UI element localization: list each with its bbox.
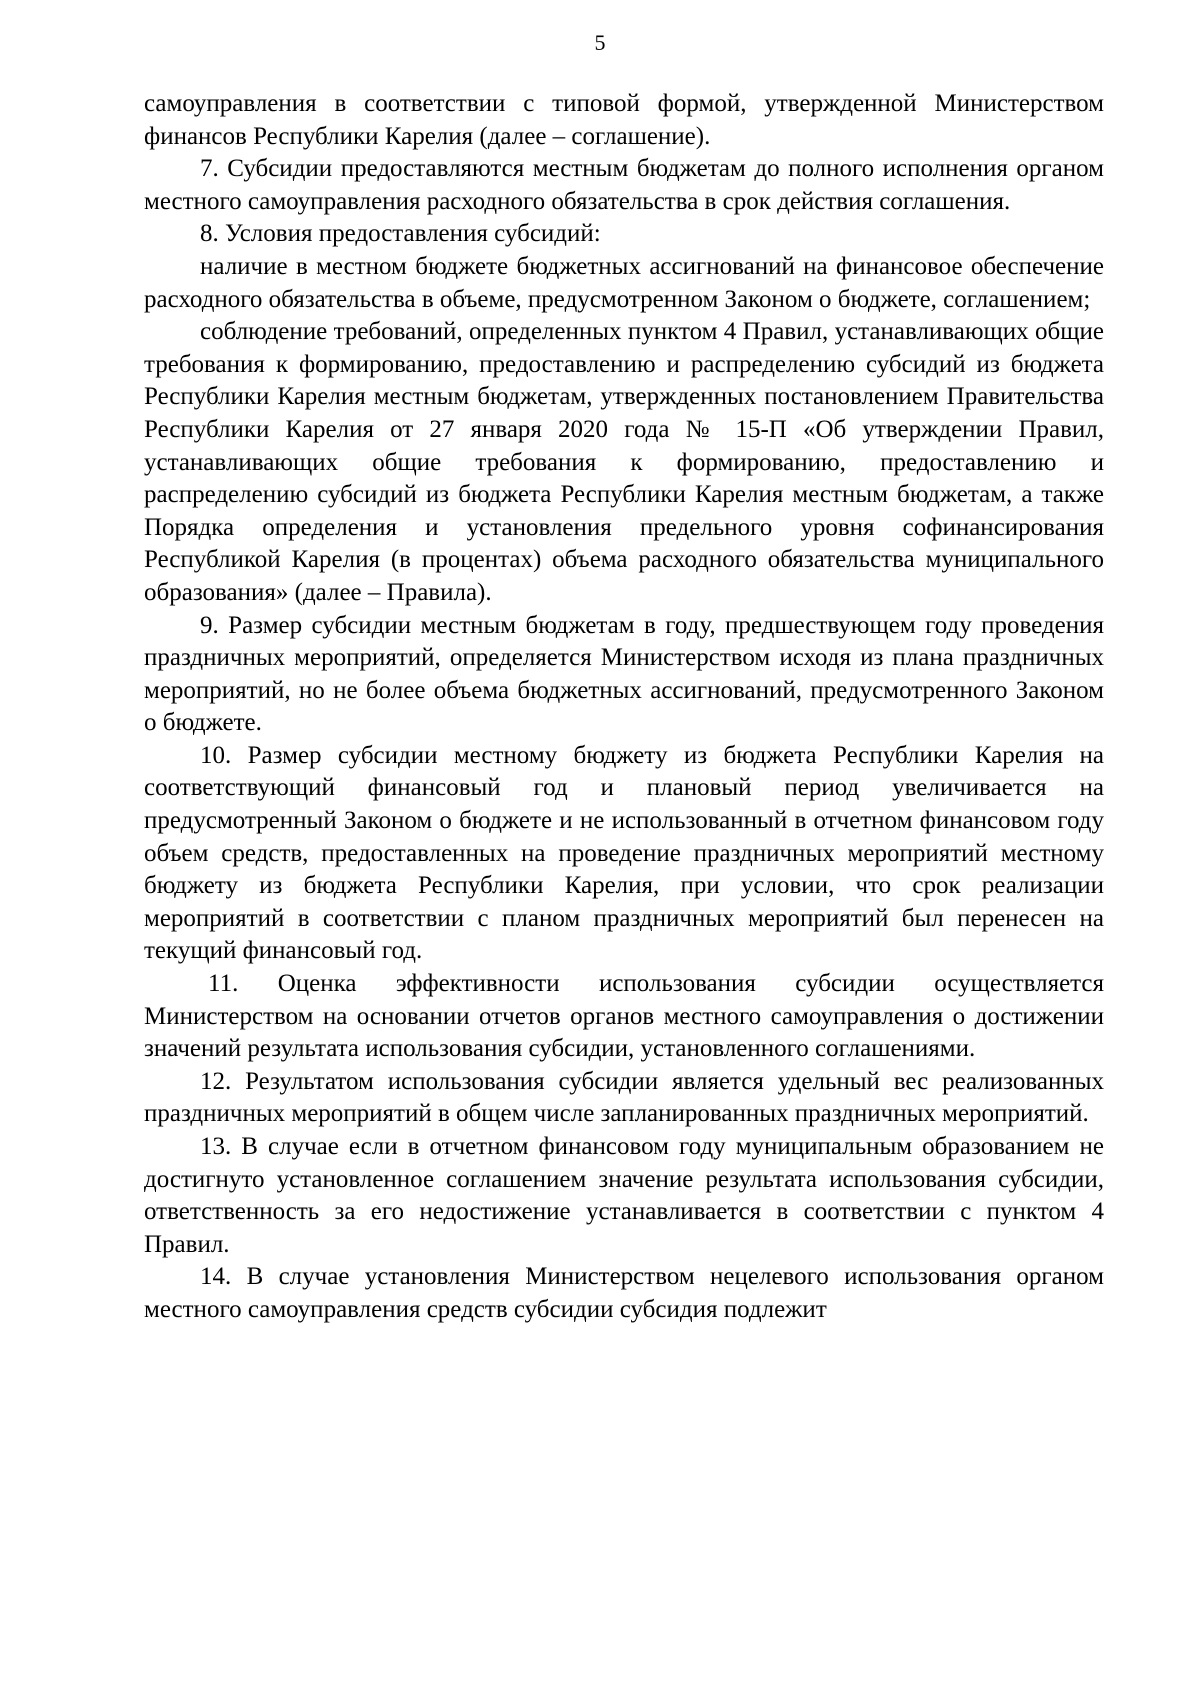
document-body <box>144 88 1104 1327</box>
paragraph-14: 14. В случае установления Министерством нецелевого использования органом местного самоуправления средств субсидии субсидия подлежит <box>144 1263 1104 1323</box>
paragraph-12: 12. Результатом использования субсидии является удельный вес реализованных праздничных мероприятий в общем числе запланированных праздничных мероприятий. <box>144 1067 1104 1128</box>
paragraph-11: 11. Оценка эффективности использования субсидии осуществляется Министерством на основании отчетов органов местного самоуправления о достижении значений результата использования субсидии, установленного соглашениями. <box>144 970 1104 1063</box>
paragraph-13: 13. В случае если в отчетном финансовом году муниципальным образованием не достигнуто установленное соглашением значение результата использования субсидии, ответственность за его недостижение устанавливается в соответствии с пунктом 4 Правил. <box>144 1133 1104 1258</box>
paragraph-8-condition-1: наличие в местном бюджете бюджетных ассигнований на финансовое обеспечение расходного обязательства в объеме, предусмотренном Законом о бюджете, соглашением; <box>144 252 1104 313</box>
paragraph-10: 10. Размер субсидии местному бюджету из бюджета Республики Карелия на соответствующий финансовый год и плановый период увеличивается на предусмотренный Законом о бюджете и не использованный в отчетном финансовом году объем средств, предоставленных на проведение праздничных мероприятий местному бюджету из бюджета Республики Карелия, при условии, что срок реализации мероприятий в соответствии с планом праздничных мероприятий был перенесен на текущий финансовый год. <box>144 741 1104 965</box>
paragraph-continuation: самоуправления в соответствии с типовой формой, утвержденной Министерством финансов Республики Карелия (далее – соглашение). <box>144 90 1104 150</box>
paragraph-9: 9. Размер субсидии местным бюджетам в году, предшествующем году проведения праздничных мероприятий, определяется Министерством исходя из плана праздничных мероприятий, но не более объема бюджетных ассигнований, предусмотренного Законом о бюджете. <box>144 611 1104 737</box>
paragraph-8: 8. Условия предоставления субсидий: <box>200 220 601 248</box>
page-number: 5 <box>594 30 606 55</box>
paragraph-8-condition-2: соблюдение требований, определенных пунктом 4 Правил, устанавливающих общие требования к формированию, предоставлению и распределению субсидий из бюджета Республики Карелия местным бюджетам, утвержденных постановлением Правительства Республики Карелия от 27 января 2020 года № 15-П «Об утверждении Правил, устанавливающих общие требования к формированию, предоставлению и распределению субсидий из бюджета Республики Карелия местным бюджетам, а также Порядка определения и установления предельного уровня софинансирования Республикой Карелия (в процентах) объема расходного обязательства муниципального образования» (далее – Правила). <box>144 318 1104 606</box>
paragraph-7: 7. Субсидии предоставляются местным бюджетам до полного исполнения органом местного самоуправления расходного обязательства в срок действия соглашения. <box>144 155 1104 215</box>
